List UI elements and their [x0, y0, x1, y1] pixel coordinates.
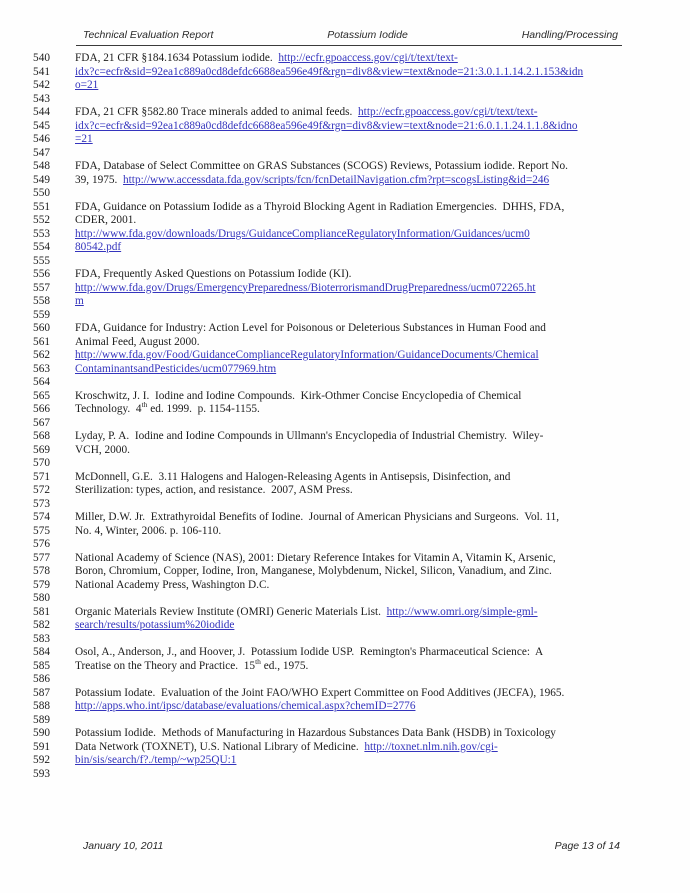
reference-content	[75, 268, 351, 282]
page-footer	[83, 840, 620, 852]
reference-text: No. 4, Winter, 2006. p. 106-110.	[75, 524, 222, 537]
reference-line	[0, 430, 690, 444]
reference-content	[75, 228, 530, 242]
line-number: 561	[33, 335, 50, 348]
reference-link[interactable]: http://ecfr.gpoaccess.gov/cgi/t/text/text-	[358, 106, 538, 118]
line-number: 549	[33, 173, 50, 186]
reference-link[interactable]: m	[75, 295, 84, 307]
reference-line	[0, 606, 690, 620]
reference-line	[0, 646, 690, 660]
header-report-title: Technical Evaluation Report	[83, 29, 214, 41]
reference-content	[75, 646, 543, 660]
reference-content	[75, 363, 276, 377]
reference-content	[75, 552, 556, 566]
reference-line	[0, 457, 690, 471]
reference-line	[0, 133, 690, 147]
line-number: 587	[33, 686, 50, 699]
reference-line	[0, 714, 690, 728]
reference-line	[0, 511, 690, 525]
reference-line	[0, 376, 690, 390]
reference-text: FDA, 21 CFR §582.80 Trace minerals added to animal feeds.	[75, 106, 359, 118]
line-number: 556	[33, 268, 50, 280]
reference-text: Treatise on the Theory and Practice. 15	[75, 659, 256, 672]
reference-content	[75, 484, 353, 498]
reference-content	[75, 511, 559, 525]
footer-date: January 10, 2011	[83, 840, 164, 852]
reference-content	[75, 201, 564, 215]
reference-text: VCH, 2000.	[75, 443, 130, 456]
line-number: 544	[33, 106, 50, 118]
line-number: 543	[33, 92, 50, 105]
reference-content	[75, 336, 200, 350]
line-number: 570	[33, 457, 50, 469]
reference-text: FDA, Guidance on Potassium Iodide as a Thyroid Blocking Agent in Radiation Emergencies. DHHS, FDA,	[75, 200, 565, 213]
line-number: 575	[33, 524, 50, 537]
reference-text: Kroschwitz, J. I. Iodine and Iodine Compounds. Kirk-Othmer Concise Encyclopedia of Chemical	[75, 389, 522, 402]
reference-content	[75, 282, 536, 296]
reference-text: Data Network (TOXNET), U.S. National Library of Medicine.	[75, 740, 365, 753]
reference-content	[75, 174, 549, 188]
reference-text: National Academy Press, Washington D.C.	[75, 578, 270, 591]
reference-line	[0, 727, 690, 741]
reference-link[interactable]: http://ecfr.gpoaccess.gov/cgi/t/text/text-	[278, 52, 458, 64]
reference-content	[75, 120, 578, 134]
reference-line	[0, 214, 690, 228]
reference-text: McDonnell, G.E. 3.11 Halogens and Halogen-Releasing Agents in Antisepsis, Disinfection, and	[75, 470, 511, 483]
reference-line	[0, 656, 690, 674]
reference-line	[0, 336, 690, 350]
reference-line	[0, 201, 690, 215]
header-rule	[76, 45, 622, 46]
reference-text: Boron, Chromium, Copper, Iodine, Iron, Manganese, Molybdenum, Nickel, Silicon, Vanadium, and Zinc.	[75, 565, 552, 577]
reference-content	[75, 525, 221, 539]
line-number: 590	[33, 727, 50, 739]
line-number: 592	[33, 754, 50, 766]
reference-line	[0, 349, 690, 363]
line-number: 574	[33, 511, 50, 523]
ordinal-superscript: th	[141, 400, 148, 410]
reference-text: FDA, Guidance for Industry: Action Level for Poisonous or Deleterious Substances in Human Food and	[75, 322, 546, 334]
reference-text: Lyday, P. A. Iodine and Iodine Compounds in Ullmann's Encyclopedia of Industrial Chemistry. Wiley-	[75, 430, 544, 442]
reference-line	[0, 565, 690, 579]
reference-link[interactable]: http://www.omri.org/simple-gml-	[386, 605, 538, 618]
line-number: 560	[33, 322, 50, 334]
reference-line	[0, 52, 690, 66]
reference-link[interactable]: http://www.fda.gov/Drugs/EmergencyPreparedness/BioterrorismandDrugPreparedness/ucm072265.ht	[75, 281, 536, 294]
reference-link[interactable]: o=21	[75, 79, 99, 91]
reference-text: Potassium Iodate. Evaluation of the Joint FAO/WHO Expert Committee on Food Additives (JECFA), 1965.	[75, 686, 565, 699]
reference-link[interactable]: idx?c=ecfr&sid=92ea1c889a0cd8defdc6688ea596e49f&rgn=div8&view=text&node=21:3.0.1.1.14.2.1.153&idn	[75, 65, 584, 78]
reference-line	[0, 673, 690, 687]
reference-link[interactable]: bin/sis/search/f?./temp/~wp25QU:1	[75, 754, 237, 766]
line-number: 584	[33, 646, 50, 658]
reference-line	[0, 538, 690, 552]
reference-line	[0, 268, 690, 282]
reference-line	[0, 619, 690, 633]
line-number: 589	[33, 713, 50, 726]
line-number: 567	[33, 416, 50, 429]
reference-text: FDA, Database of Select Committee on GRAS Substances (SCOGS) Reviews, Potassium iodide. Report No.	[75, 160, 568, 172]
header-section-name: Handling/Processing	[521, 29, 618, 41]
reference-content	[75, 444, 130, 458]
reference-content	[75, 160, 568, 174]
line-number: 545	[33, 119, 50, 132]
reference-line	[0, 754, 690, 768]
reference-line	[0, 700, 690, 714]
reference-line	[0, 106, 690, 120]
reference-line	[0, 390, 690, 404]
ordinal-superscript: th	[255, 656, 261, 666]
reference-link[interactable]: http://www.fda.gov/downloads/Drugs/GuidanceComplianceRegulatoryInformation/Guidances/ucm0	[75, 227, 530, 240]
reference-link[interactable]: idx?c=ecfr&sid=92ea1c889a0cd8defdc6688ea596e49f&rgn=div8&view=text&node=21:6.0.1.1.24.1.1.8&idno	[75, 119, 578, 132]
reference-content	[75, 754, 236, 768]
reference-line	[0, 768, 690, 782]
reference-content	[75, 133, 93, 147]
reference-line	[0, 147, 690, 161]
reference-text: Sterilization: types, action, and resistance. 2007, ASM Press.	[75, 484, 353, 496]
line-number: 541	[33, 65, 50, 78]
line-number: 582	[33, 619, 50, 631]
reference-line	[0, 498, 690, 512]
reference-line	[0, 471, 690, 485]
reference-line	[0, 255, 690, 269]
line-number: 576	[33, 538, 50, 550]
reference-content	[75, 656, 309, 674]
reference-text: ed. 1999. p. 1154-1155.	[147, 403, 260, 415]
reference-content	[75, 430, 543, 444]
line-number: 586	[33, 673, 50, 685]
line-number: 559	[33, 308, 50, 321]
line-number: 572	[33, 484, 50, 496]
line-number: 581	[33, 605, 50, 618]
reference-content	[75, 579, 269, 593]
page-header	[83, 29, 618, 41]
reference-line	[0, 79, 690, 93]
line-number: 553	[33, 227, 50, 240]
reference-text: Potassium Iodide. Methods of Manufacturing in Hazardous Substances Data Bank (HSDB) in Toxicology	[75, 727, 556, 739]
reference-line	[0, 633, 690, 647]
reference-content	[75, 322, 546, 336]
line-number: 558	[33, 295, 50, 307]
line-number: 550	[33, 187, 50, 199]
reference-line	[0, 120, 690, 134]
reference-text: Animal Feed, August 2000.	[75, 335, 200, 348]
reference-line	[0, 295, 690, 309]
reference-text: Technology. 4	[75, 403, 142, 415]
line-number: 547	[33, 146, 50, 159]
reference-line	[0, 552, 690, 566]
line-number: 568	[33, 430, 50, 442]
reference-line	[0, 400, 690, 417]
reference-link[interactable]: ContaminantsandPesticides/ucm077969.htm	[75, 362, 277, 375]
line-number: 546	[33, 133, 50, 145]
reference-content	[75, 52, 458, 66]
reference-content	[75, 606, 538, 620]
reference-link[interactable]: search/results/potassium%20iodide	[75, 619, 235, 631]
reference-text: Organic Materials Review Institute (OMRI) Generic Materials List.	[75, 605, 387, 618]
reference-text: FDA, 21 CFR §184.1634 Potassium iodide.	[75, 52, 279, 64]
reference-content	[75, 241, 121, 255]
header-substance-name: Potassium Iodide	[327, 29, 408, 41]
reference-content	[75, 471, 510, 485]
reference-content	[75, 295, 84, 309]
reference-text: 39, 1975.	[75, 173, 124, 186]
reference-line	[0, 93, 690, 107]
line-number: 540	[33, 52, 50, 64]
references-list	[0, 52, 690, 781]
reference-line	[0, 363, 690, 377]
reference-content	[75, 741, 498, 755]
line-number: 588	[33, 700, 50, 712]
reference-content	[75, 727, 556, 741]
reference-line	[0, 160, 690, 174]
reference-line	[0, 174, 690, 188]
reference-line	[0, 417, 690, 431]
reference-text: National Academy of Science (NAS), 2001: Dietary Reference Intakes for Vitamin A, Vitamin K, Arsenic,	[75, 551, 556, 564]
reference-content	[75, 400, 260, 417]
line-number: 591	[33, 740, 50, 753]
line-number: 565	[33, 389, 50, 402]
line-number: 554	[33, 241, 50, 253]
line-number: 552	[33, 214, 50, 226]
reference-content	[75, 619, 234, 633]
reference-content	[75, 349, 539, 363]
line-number: 569	[33, 443, 50, 456]
line-number: 551	[33, 200, 50, 213]
reference-line	[0, 241, 690, 255]
reference-link[interactable]: 80542.pdf	[75, 241, 122, 253]
reference-text: CDER, 2001.	[75, 214, 137, 226]
line-number: 578	[33, 565, 50, 577]
footer-page-number: Page 13 of 14	[554, 840, 620, 852]
reference-link[interactable]: =21	[75, 133, 93, 145]
line-number: 542	[33, 79, 50, 91]
reference-content	[75, 700, 415, 714]
line-number: 585	[33, 659, 50, 672]
reference-line	[0, 741, 690, 755]
line-number: 557	[33, 281, 50, 294]
reference-link[interactable]: http://www.fda.gov/Food/GuidanceComplianceRegulatoryInformation/GuidanceDocuments/Chemical	[75, 349, 539, 361]
reference-link[interactable]: http://www.accessdata.fda.gov/scripts/fcn/fcnDetailNavigation.cfm?rpt=scogsListing&id=246	[123, 173, 550, 186]
reference-content	[75, 106, 537, 120]
line-number: 564	[33, 376, 50, 388]
line-number: 548	[33, 160, 50, 172]
line-number: 563	[33, 362, 50, 375]
reference-line	[0, 66, 690, 80]
reference-line	[0, 525, 690, 539]
line-number: 593	[33, 767, 50, 780]
reference-line	[0, 228, 690, 242]
reference-content	[75, 79, 98, 93]
reference-line	[0, 484, 690, 498]
reference-link[interactable]: http://apps.who.int/ipsc/database/evaluations/chemical.aspx?chemID=2776	[75, 700, 416, 712]
reference-link[interactable]: http://toxnet.nlm.nih.gov/cgi-	[364, 740, 498, 753]
line-number: 571	[33, 470, 50, 483]
reference-content	[75, 687, 564, 701]
reference-text: FDA, Frequently Asked Questions on Potassium Iodide (KI).	[75, 268, 352, 280]
line-number: 555	[33, 254, 50, 267]
reference-content	[75, 66, 583, 80]
line-number: 566	[33, 403, 50, 415]
reference-text: ed., 1975.	[260, 659, 309, 672]
reference-line	[0, 592, 690, 606]
reference-content	[75, 565, 552, 579]
reference-line	[0, 309, 690, 323]
reference-line	[0, 322, 690, 336]
reference-line	[0, 579, 690, 593]
reference-text: Miller, D.W. Jr. Extrathyroidal Benefits of Iodine. Journal of American Physicians and Surgeons. Vol. 11,	[75, 511, 560, 523]
reference-content	[75, 214, 136, 228]
reference-line	[0, 282, 690, 296]
line-number: 577	[33, 551, 50, 564]
reference-line	[0, 687, 690, 701]
line-number: 562	[33, 349, 50, 361]
line-number: 583	[33, 632, 50, 645]
reference-text: Osol, A., Anderson, J., and Hoover, J. Potassium Iodide USP. Remington's Pharmaceutical Science: A	[75, 646, 544, 658]
reference-line	[0, 187, 690, 201]
line-number: 579	[33, 578, 50, 591]
line-number: 580	[33, 592, 50, 604]
line-number: 573	[33, 497, 50, 510]
reference-line	[0, 444, 690, 458]
